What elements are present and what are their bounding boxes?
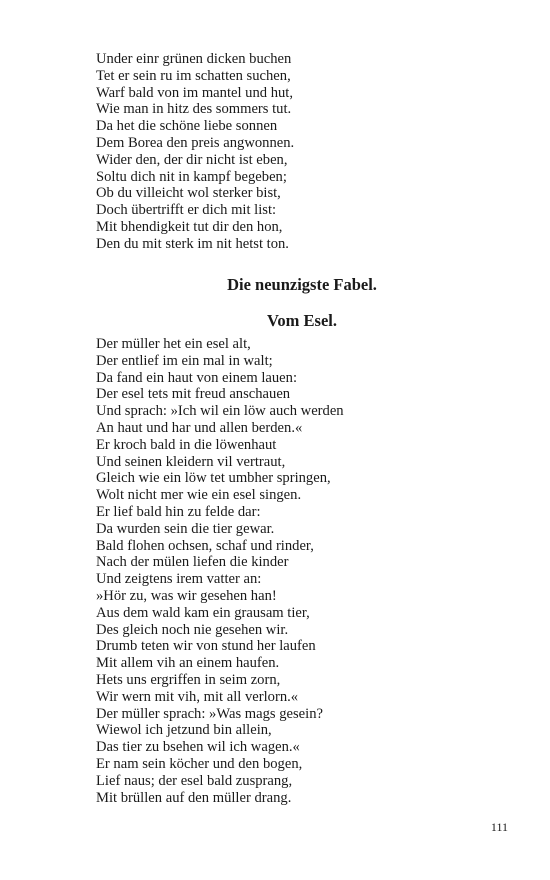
verse-line: Wiewol ich jetzund bin allein, xyxy=(96,722,272,739)
verse-block-top xyxy=(96,51,496,253)
verse-line: »Hör zu, was wir gesehen han! xyxy=(96,587,277,604)
verse-line: An haut und har und allen berden.« xyxy=(96,419,303,436)
verse-line: Drumb teten wir von stund her laufen xyxy=(96,638,316,655)
verse-block-main xyxy=(96,336,496,806)
verse-line: Aus dem wald kam ein grausam tier, xyxy=(96,604,310,621)
verse-line: Bald flohen ochsen, schaf und rinder, xyxy=(96,537,314,554)
verse-line: Tet er sein ru im schatten suchen, xyxy=(96,67,291,84)
verse-line: Wider den, der dir nicht ist eben, xyxy=(96,151,288,168)
verse-line: Wir wern mit vih, mit all verlorn.« xyxy=(96,688,299,705)
verse-line: Der müller sprach: »Was mags gesein? xyxy=(96,705,323,722)
verse-line: Des gleich noch nie gesehen wir. xyxy=(96,621,289,638)
verse-line: Mit brüllen auf den müller drang. xyxy=(96,789,292,806)
verse-line: Mit allem vih an einem haufen. xyxy=(96,655,280,672)
verse-line: Das tier zu bsehen wil ich wagen.« xyxy=(96,739,300,756)
verse-line: Gleich wie ein löw tet umbher springen, xyxy=(96,470,331,487)
verse-line: Da het die schöne liebe sonnen xyxy=(96,118,278,135)
verse-line: Und zeigtens irem vatter an: xyxy=(96,571,262,588)
verse-line: Doch übertrifft er dich mit list: xyxy=(96,202,277,219)
verse-line: Und seinen kleidern vil vertraut, xyxy=(96,453,286,470)
verse-line: Den du mit sterk im nit hetst ton. xyxy=(96,235,289,252)
verse-line: Und sprach: »Ich wil ein löw auch werden xyxy=(96,403,344,420)
verse-line: Ob du villeicht wol sterker bist, xyxy=(96,185,281,202)
verse-line: Wolt nicht mer wie ein esel singen. xyxy=(96,487,302,504)
verse-line: Er nam sein köcher und den bogen, xyxy=(96,755,303,772)
verse-line: Der esel tets mit freud anschauen xyxy=(96,386,291,403)
verse-line: Nach der mülen liefen die kinder xyxy=(96,554,289,571)
verse-line: Lief naus; der esel bald zusprang, xyxy=(96,772,293,789)
verse-line: Der müller het ein esel alt, xyxy=(96,336,251,352)
page-number: 111 xyxy=(490,820,508,834)
verse-line: Mit bhendigkeit tut dir den hon, xyxy=(96,218,283,235)
verse-line: Dem Borea den preis angwonnen. xyxy=(96,134,295,151)
verse-line: Er lief bald hin zu felde dar: xyxy=(96,503,261,520)
verse-line: Der entlief im ein mal in walt; xyxy=(96,352,273,369)
verse-line: Warf bald von im mantel und hut, xyxy=(96,84,294,101)
fable-subtitle: Vom Esel. xyxy=(267,311,337,330)
verse-line: Wie man in hitz des sommers tut. xyxy=(96,101,292,118)
verse-line: Da wurden sein die tier gewar. xyxy=(96,520,275,537)
verse-line: Da fand ein haut von einem lauen: xyxy=(96,369,297,386)
verse-line: Soltu dich nit in kampf begeben; xyxy=(96,168,287,185)
verse-line: Hets uns ergriffen in seim zorn, xyxy=(96,671,281,688)
verse-line: Under einr grünen dicken buchen xyxy=(96,51,292,67)
verse-line: Er kroch bald in die löwenhaut xyxy=(96,436,277,453)
fable-title: Die neunzigste Fabel. xyxy=(227,275,377,294)
